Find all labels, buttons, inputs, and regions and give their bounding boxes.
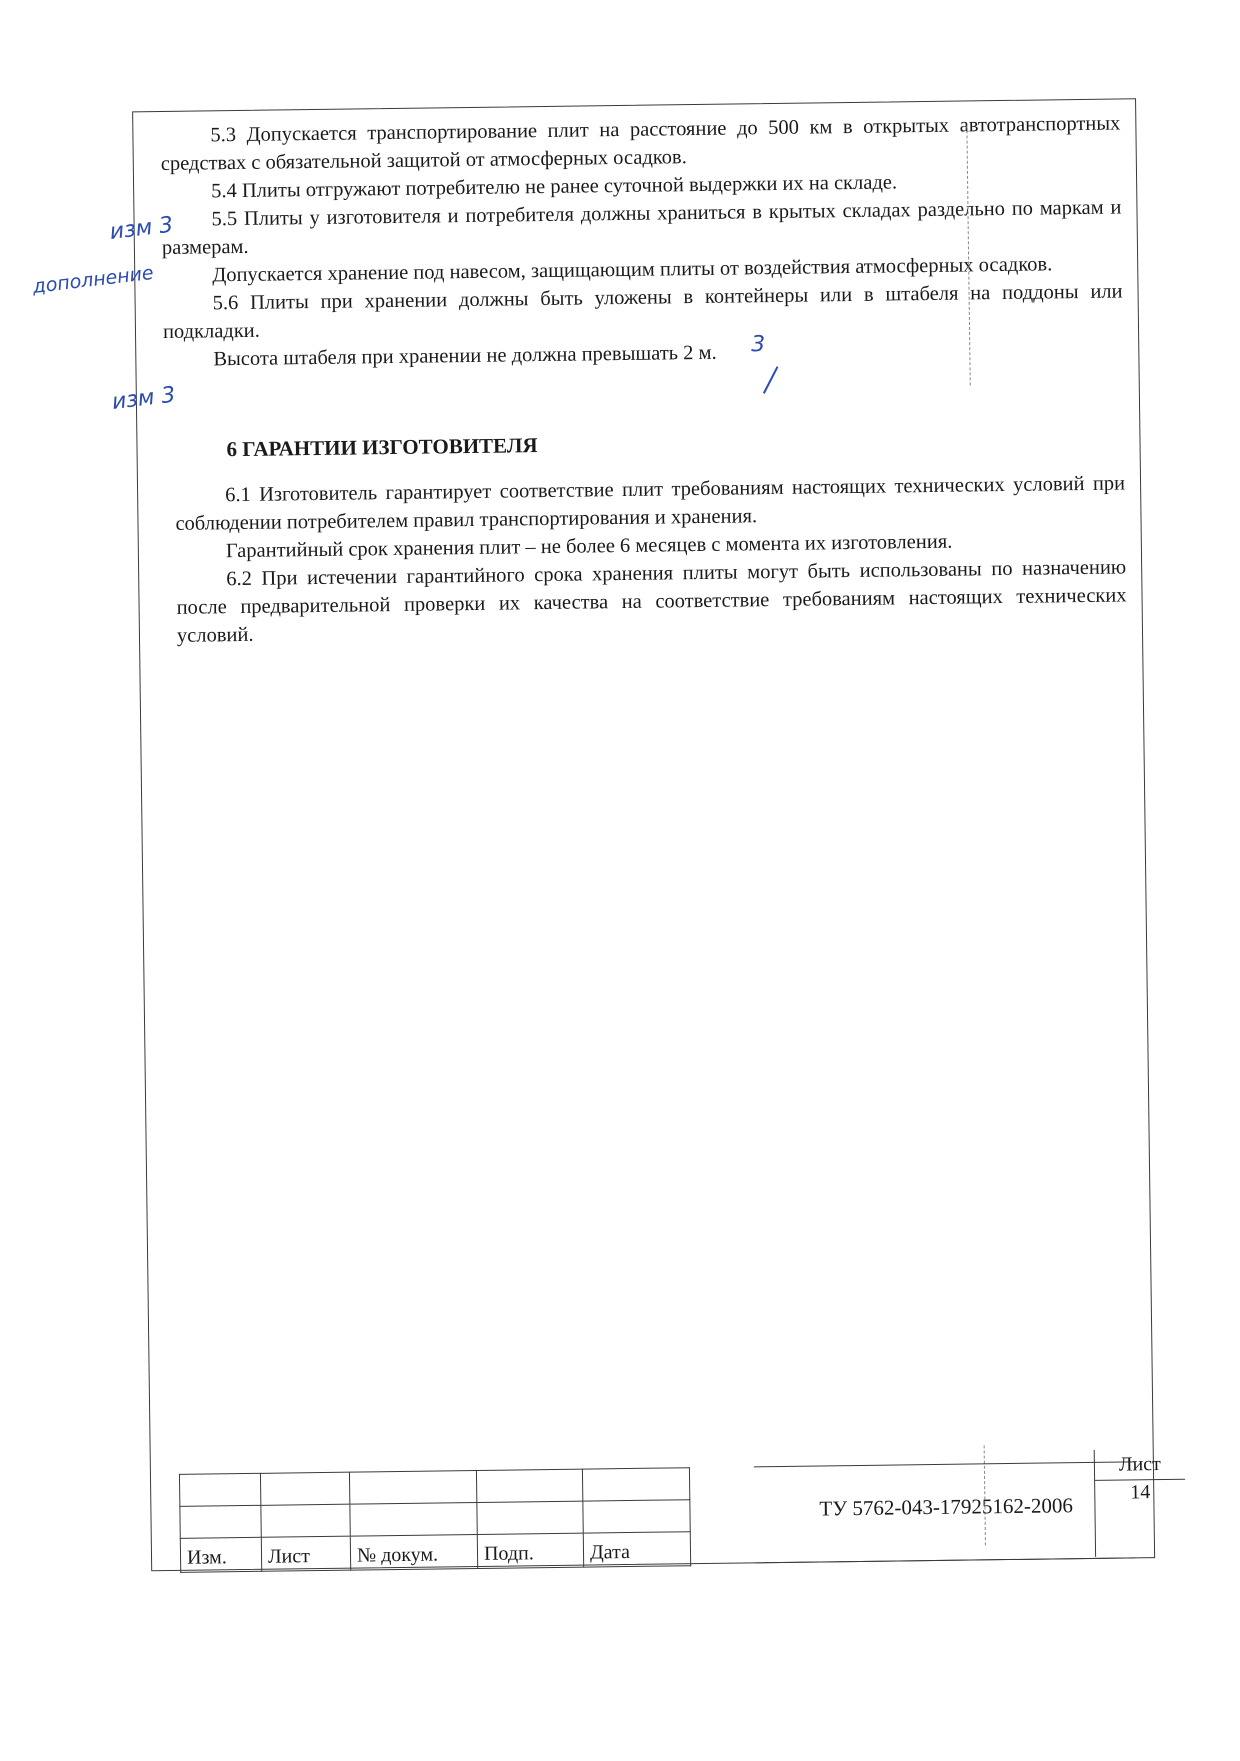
stack-height-text: Высота штабеля при хранении не должна превышать [213, 342, 684, 371]
handwritten-note-izm3-bottom: изм 3 [110, 382, 177, 415]
col-date: Дата [583, 1532, 690, 1567]
handwritten-note-addition: дополнение [31, 261, 155, 298]
col-signature: Подп. [477, 1533, 583, 1568]
title-block [179, 1453, 1161, 1571]
paragraph-5-4: 5.4 Плиты отгружают потребителю не ранее суточной выдержки их на складе. [211, 171, 898, 203]
document-code-cell [754, 1461, 1135, 1563]
paragraph-5-5-addition: Допускается хранение под навесом, защищающим плиты от воздействия атмосферных осадков. [212, 253, 1053, 287]
sheet-label: Лист [1095, 1449, 1185, 1481]
stack-height-unit: м. [693, 341, 717, 365]
sheet-cell [1094, 1449, 1186, 1557]
col-doc-number: № докум. [350, 1534, 477, 1570]
handwritten-note-izm3-top: изм 3 [108, 212, 175, 245]
struck-value: 2 [683, 342, 694, 365]
section-5-text [160, 109, 1123, 374]
col-izm: Изм. [180, 1537, 261, 1572]
document-code: ТУ 5762-043-17925162-2006 [819, 1493, 1074, 1521]
handwritten-correction-3: 3 [751, 332, 766, 358]
paragraph-5-6: 5.6 Плиты при хранении должны быть уложены в контейнеры или в штабеля на поддоны или подкладки. [162, 280, 1123, 344]
sheet-number: 14 [1130, 1481, 1151, 1504]
paragraph-6-1: 6.1 Изготовитель гарантирует соответствие плит требованиям настоящих технических условий при соблюдении потребителем правил транспортирования и хранения. [175, 472, 1126, 535]
paragraph-5-5: 5.5 Плиты у изготовителя и потребителя должны храниться в крытых складах раздельно по маркам и размерам. [161, 196, 1122, 260]
revision-header-row [180, 1532, 690, 1573]
col-list: Лист [261, 1536, 350, 1571]
paragraph-5-3: 5.3 Допускается транспортирование плит на расстояние до 500 км в открытых автотранспортных средствах с обязательной защитой от атмосферных осадков. [160, 112, 1121, 176]
paragraph-warranty-period: Гарантийный срок хранения плит – не более 6 месяцев с момента их изготовления. [225, 530, 953, 563]
paragraph-6-2: 6.2 При истечении гарантийного срока хранения плиты могут быть использованы по назначению после предварительной проверки их качества на соответствие требованиям настоящих технических условий. [176, 556, 1127, 647]
section-6-text [175, 469, 1127, 649]
section-6-heading: 6 ГАРАНТИИ ИЗГОТОВИТЕЛЯ [226, 433, 538, 462]
revision-table [179, 1467, 691, 1573]
